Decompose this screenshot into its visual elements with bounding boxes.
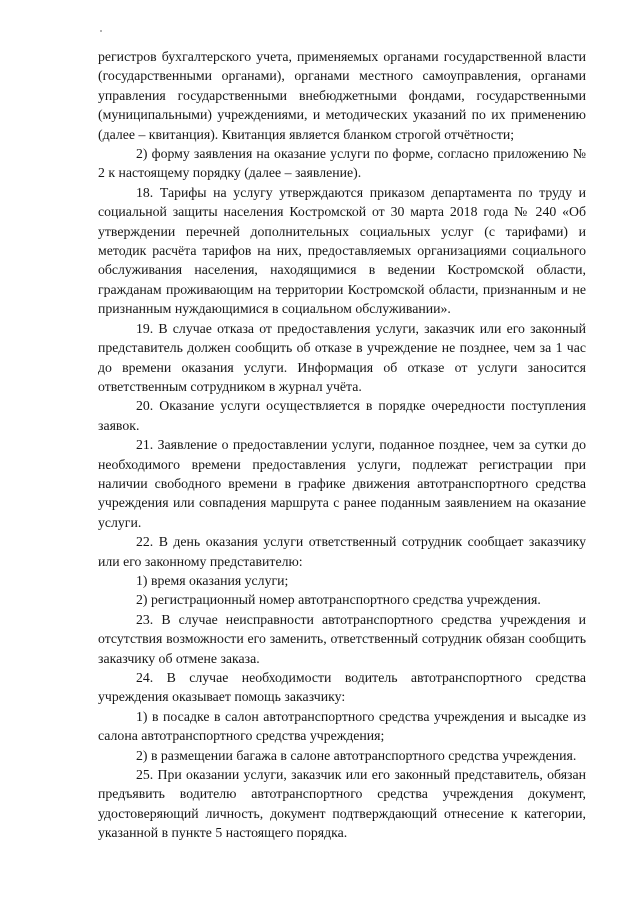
paragraph-24-driver-help: 24. В случае необходимости водитель автотранспортного средства учреждения оказывает помощь заказчику: xyxy=(98,670,586,705)
scan-mark xyxy=(100,30,102,32)
paragraph-20-queue: 20. Оказание услуги осуществляется в порядке очередности поступления заявок. xyxy=(98,398,586,433)
paragraph-24-item-2: 2) в размещении багажа в салоне автотранспортного средства учреждения. xyxy=(136,747,577,763)
paragraph-application-form: 2) форму заявления на оказание услуги по форме, согласно приложению № 2 к настоящему порядку (далее – заявление). xyxy=(98,146,586,181)
paragraph-21-late-application: 21. Заявление о предоставлении услуги, поданное позднее, чем за сутки до необходимого времени предоставления услуги, подлежат регистрации при наличии свободного времени в графике движения автотранспортного средства учреждения или совпадения маршрута с ранее поданным заявлением на оказание услуги. xyxy=(98,437,586,530)
paragraph-23-malfunction: 23. В случае неисправности автотранспортного средства учреждения и отсутствия возможности его заменить, ответственный сотрудник обязан сообщить заказчику об отмене заказа. xyxy=(98,611,586,666)
paragraph-25-documents: 25. При оказании услуги, заказчик или его законный представитель, обязан предъявить водителю автотранспортного средства учреждения документ, удостоверяющий личность, документ подтверждающий отнесение к категории, указанной в пункте 5 настоящего порядка. xyxy=(98,767,586,841)
paragraph-receipt-continuation: регистров бухгалтерского учета, применяемых органами государственной власти (государственными органами), органами местного самоуправления, органами управления государственными внебюджетными фондами, государственными (муниципальными) учреждениями, и методических указаний по их применению (далее – квитанция). Квитанция является бланком строгой отчётности; xyxy=(98,49,586,142)
paragraph-22-item-2: 2) регистрационный номер автотранспортного средства учреждения. xyxy=(136,592,541,608)
paragraph-22-item-1: 1) время оказания услуги; xyxy=(136,572,289,588)
paragraph-19-refusal: 19. В случае отказа от предоставления услуги, заказчик или его законный представитель должен сообщить об отказе в учреждение не позднее, чем за 1 час до времени оказания услуги. Информация об отказе от услуги заносится ответственным сотрудником в журнал учёта. xyxy=(98,320,586,394)
paragraph-18-tariffs: 18. Тарифы на услугу утверждаются приказом департамента по труду и социальной защиты населения Костромской от 30 марта 2018 года № 240 «Об утверждении перечней дополнительных социальных услуг (с тарифами) и методик расчёта тарифов на них, предоставляемых организациями социального обслуживания населения, находящимися в ведении Костромской области, гражданам проживающим на территории Костромской области, признанным и не признанным нуждающимися в социальном обслуживании». xyxy=(98,184,586,317)
paragraph-22-notification: 22. В день оказания услуги ответственный сотрудник сообщает заказчику или его законному представителю: xyxy=(98,534,586,569)
document-body xyxy=(98,47,586,843)
paragraph-24-item-1: 1) в посадке в салон автотранспортного средства учреждения и высадке из салона автотранспортного средства учреждения; xyxy=(98,708,586,744)
